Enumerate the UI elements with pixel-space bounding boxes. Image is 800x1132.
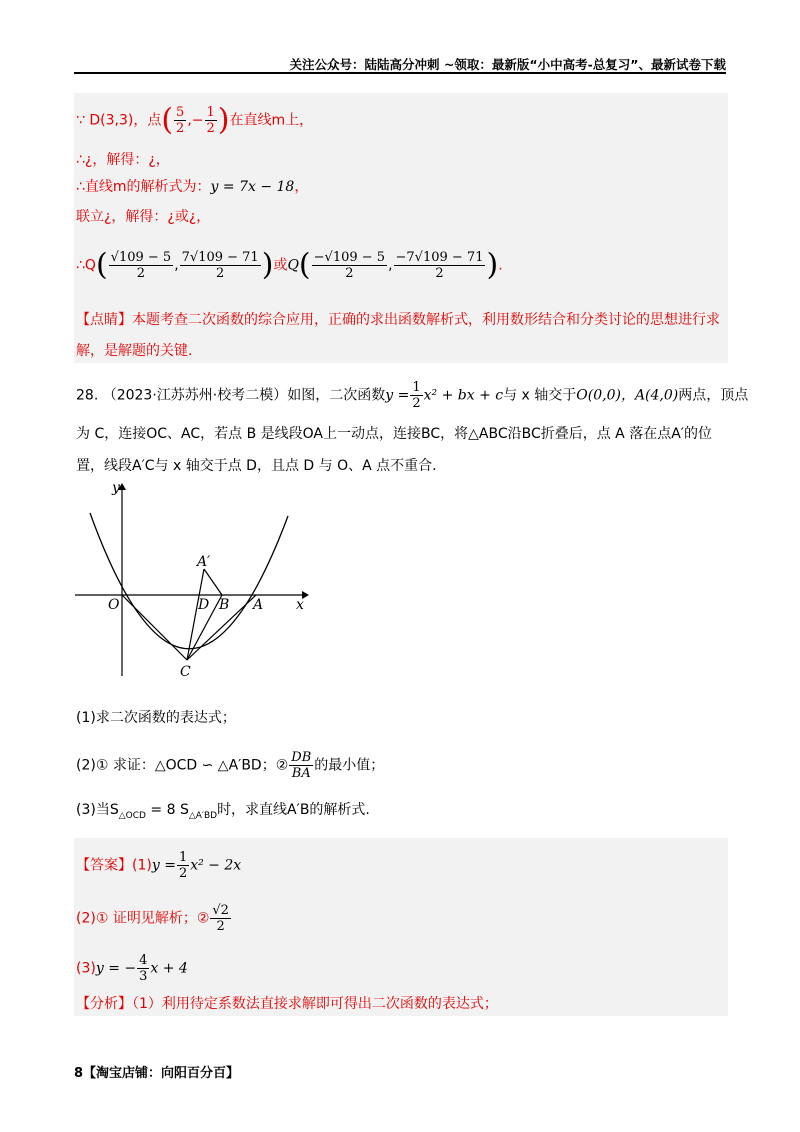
question-3: (3)当$S_{\triangle OCD} = 8$ $S_{\triangle A'BD}$时，求直线A′B的解析式.: [76, 802, 370, 821]
analysis-line: 【分析】（1）利用待定系数法直接求解即可得出二次函数的表达式；: [76, 996, 498, 1012]
comment-line-1: 【点睛】本题考查二次函数的综合应用，正确的求出函数解析式，利用数形结合和分类讨论的思想进行求: [76, 312, 720, 328]
answer-line-1: 【答案】(1)y = $\frac{1}{2}$ x² − 2x: [76, 850, 242, 881]
answer-line-3: (3)y = − $\frac{4}{3}$ x + 4: [76, 953, 188, 984]
solution-line-2: ∴¿，解得：¿，: [76, 152, 170, 168]
label-d: D: [198, 597, 210, 613]
label-y: y: [112, 480, 120, 496]
parabola-figure: [70, 478, 310, 678]
solution-line-4: 联立¿，解得：¿或¿，: [76, 209, 211, 225]
label-a-prime: A′: [197, 554, 211, 570]
solution-line-5: ∴Q( $\frac{√109 - 5}{2}$ , $\frac{7√109 - 71}{2}$ )或Q( $\frac{-√109 - 5}{2}$ , $\frac{-7√109 - 71}{2}$ ).: [76, 247, 503, 283]
label-x: x: [296, 597, 304, 613]
label-a: A: [253, 597, 264, 613]
segment-a-prime-b: [204, 569, 222, 595]
label-b: B: [219, 597, 230, 613]
header-divider: [74, 72, 726, 74]
question-1: (1)求二次函数的表达式；: [76, 710, 236, 726]
solution-line-3: ∴直线m的解析式为：y = 7x − 18，: [76, 179, 309, 195]
problem-line-3: 置，线段A′C与 x 轴交于点 D，且点 D 与 O、A 点不重合.: [76, 458, 437, 474]
page-footer: 8【淘宝店铺：向阳百分百】: [74, 1066, 240, 1081]
label-o: O: [108, 597, 120, 613]
page-header: 关注公众号：陆陆高分冲刺 ~领取：最新版“小中高考-总复习”、最新试卷下载: [289, 57, 726, 72]
problem-line-2: 为 C，连接OC、AC，若点 B 是线段OA上一动点，连接BC，将△ABC沿BC折叠后，点 A 落在点A′的位: [76, 426, 712, 442]
segment-oc: [122, 595, 187, 660]
question-2: (2)① 求证：△OCD ∽ △A′BD；② $\frac{DB}{BA}$ 的最小值；: [76, 750, 385, 781]
solution-line-1: ∵ D(3,3)，点( $\frac{5}{2}$ ,− $\frac{1}{2}$ )在直线m上，: [76, 102, 314, 138]
parabola-curve: [90, 513, 288, 649]
label-c: C: [180, 664, 191, 678]
comment-line-2: 解，是解题的关键.: [76, 343, 193, 359]
problem-line-1: 28. （2023·江苏苏州·校考二模）如图，二次函数y = $\frac{1}{2}$ x² + bx + c与 x 轴交于O(0,0)，A(4,0)两点，顶点: [76, 380, 749, 411]
answer-line-2: (2)① 证明见解析；② $\frac{√2}{2}$: [76, 903, 229, 934]
